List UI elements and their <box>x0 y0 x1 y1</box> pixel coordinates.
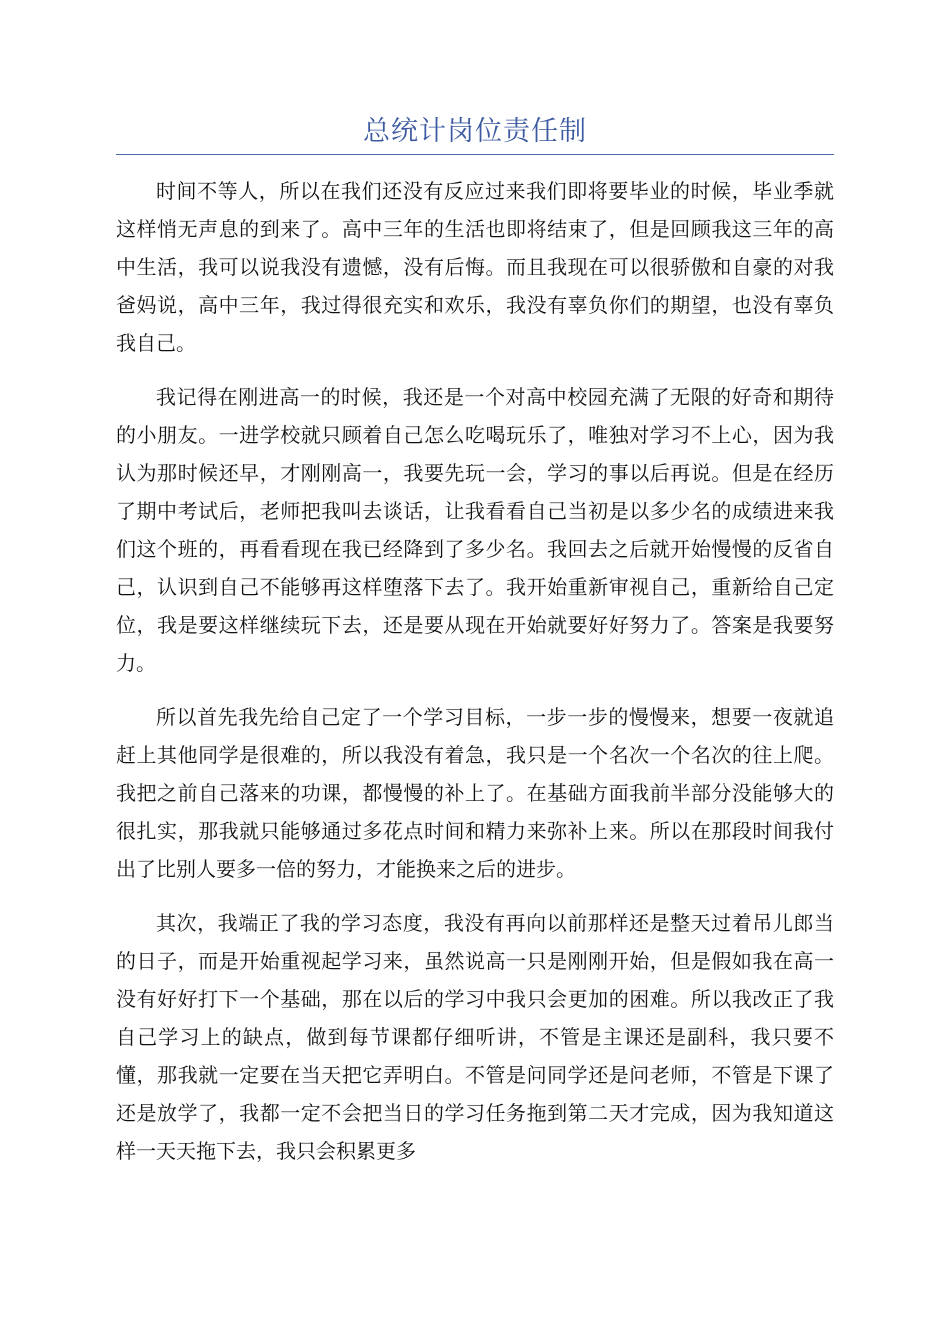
paragraph-2: 我记得在刚进高一的时候，我还是一个对高中校园充满了无限的好奇和期待的小朋友。一进学校就只顾着自己怎么吃喝玩乐了，唯独对学习不上心，因为我认为那时候还早，才刚刚高一，我要先玩一会，学习的事以后再说。但是在经历了期中考试后，老师把我叫去谈话，让我看看自己当初是以多少名的成绩进来我们这个班的，再看看现在我已经降到了多少名。我回去之后就开始慢慢的反省自己，认识到自己不能够再这样堕落下去了。我开始重新审视自己，重新给自己定位，我是要这样继续玩下去，还是要从现在开始就要好好努力了。答案是我要努力。 <box>116 385 834 675</box>
document-title: 总统计岗位责任制 <box>363 116 587 147</box>
paragraph-1: 时间不等人，所以在我们还没有反应过来我们即将要毕业的时候，毕业季就这样悄无声息的到来了。高中三年的生活也即将结束了，但是回顾我这三年的高中生活，我可以说我没有遗憾，没有后悔。而且我现在可以很骄傲和自豪的对我爸妈说，高中三年，我过得很充实和欢乐，我没有辜负你们的期望，也没有辜负我自己。 <box>116 179 834 355</box>
title-underline <box>116 154 834 155</box>
paragraph-3: 所以首先我先给自己定了一个学习目标，一步一步的慢慢来，想要一夜就追赶上其他同学是很难的，所以我没有着急，我只是一个名次一个名次的往上爬。我把之前自己落来的功课，都慢慢的补上了。在基础方面我前半部分没能够大的很扎实，那我就只能够通过多花点时间和精力来弥补上来。所以在那段时间我付出了比别人要多一倍的努力，才能换来之后的进步。 <box>116 705 834 881</box>
document-body <box>116 172 834 1186</box>
paragraph-4: 其次，我端正了我的学习态度，我没有再向以前那样还是整天过着吊儿郎当的日子，而是开始重视起学习来，虽然说高一只是刚刚开始，但是假如我在高一没有好好打下一个基础，那在以后的学习中我只会更加的困难。所以我改正了我自己学习上的缺点，做到每节课都仔细听讲，不管是主课还是副科，我只要不懂，那我就一定要在当天把它弄明白。不管是问同学还是问老师，不管是下课了还是放学了，我都一定不会把当日的学习任务拖到第二天才完成，因为我知道这样一天天拖下去，我只会积累更多 <box>116 911 834 1163</box>
